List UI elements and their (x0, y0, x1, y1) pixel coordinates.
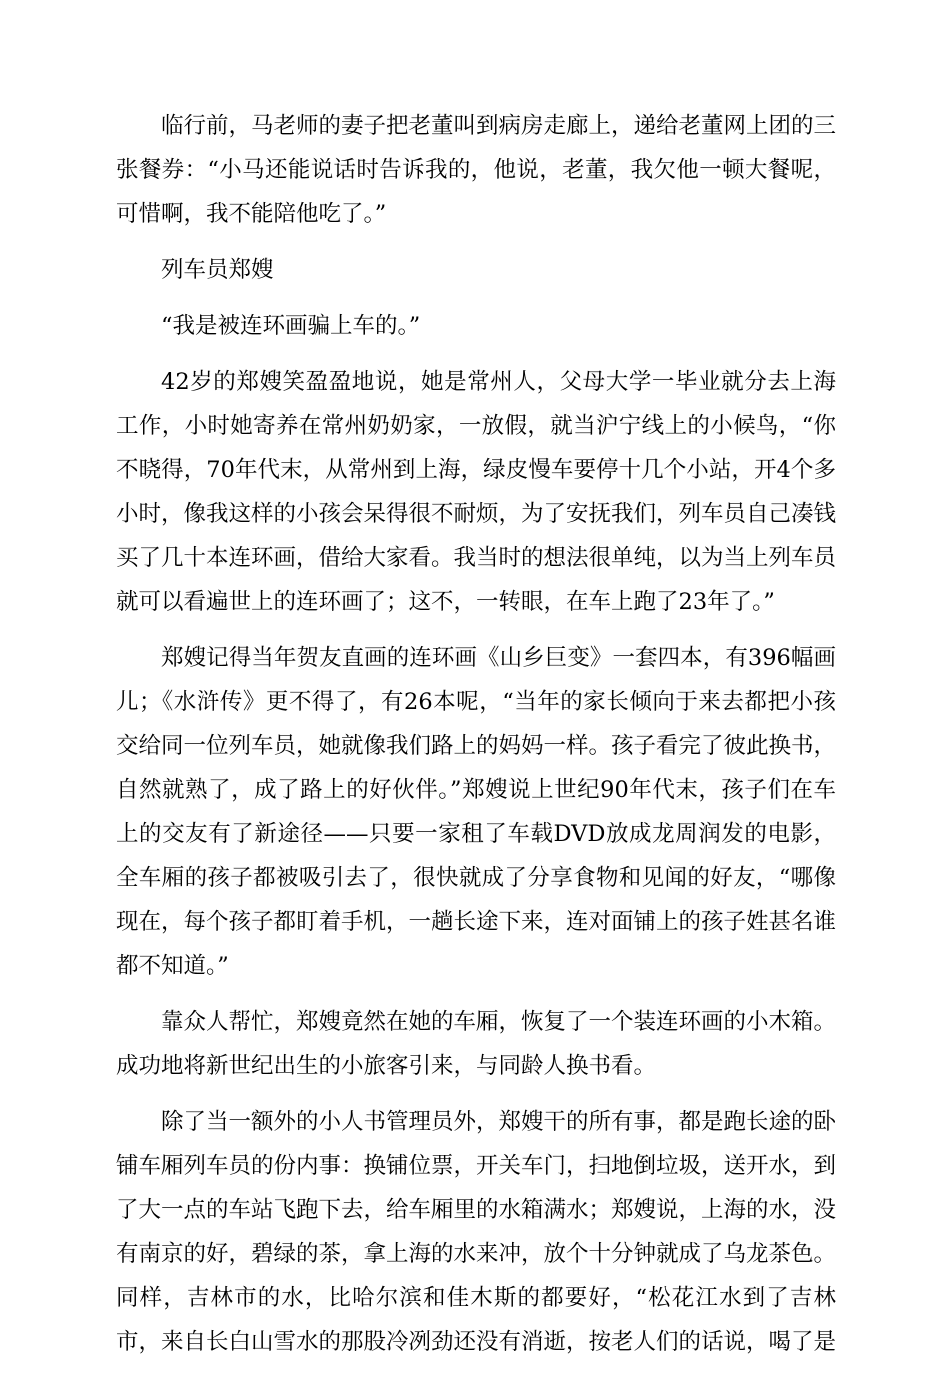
article-body (116, 104, 836, 1376)
paragraph-bookbox: 靠众人帮忙，郑嫂竟然在她的车厢，恢复了一个装连环画的小木箱。成功地将新世纪出生的小旅客引来，与同龄人换书看。 (116, 1009, 837, 1079)
paragraph-duties: 除了当一额外的小人书管理员外，郑嫂干的所有事，都是跑长途的卧铺车厢列车员的份内事：换铺位票，开关车门，扫地倒垃圾，送开水，到了大一点的车站飞跑下去，给车厢里的水箱满水；郑嫂说，上海的水，没有南京的好，碧绿的茶，拿上海的水来冲，放个十分钟就成了乌龙茶色。同样，吉林市的水，比哈尔滨和佳木斯的都要好，“松花江水到了吉林市，来自长白山雪水的那股冷冽劲还没有消逝，按老人们的话说，喝了是 (116, 1109, 837, 1355)
section-heading: 列车员郑嫂 (161, 257, 274, 283)
paragraph-quote: “我是被连环画骗上车的。” (161, 313, 421, 339)
paragraph-comics: 郑嫂记得当年贺友直画的连环画《山乡巨变》一套四本，有396幅画儿；《水浒传》更不得了，有26本呢，“当年的家长倾向于来去都把小孩交给同一位列车员，她就像我们路上的妈妈一样。孩子看完了彼此换书，自然就熟了，成了路上的好伙伴。”郑嫂说上世纪90年代末，孩子们在车上的交友有了新途径——只要一家租了车载DVD放成龙周润发的电影，全车厢的孩子都被吸引去了，很快就成了分享食物和见闻的好友，“哪像现在，每个孩子都盯着手机，一趟长途下来，连对面铺上的孩子姓甚名谁都不知道。” (116, 645, 837, 979)
paragraph-farewell: 临行前，马老师的妻子把老董叫到病房走廊上，递给老董网上团的三张餐券：“小马还能说话时告诉我的，他说，老董，我欠他一顿大餐呢，可惜啊，我不能陪他吃了。” (116, 113, 837, 227)
paragraph-childhood: 42岁的郑嫂笑盈盈地说，她是常州人，父母大学一毕业就分去上海工作，小时她寄养在常州奶奶家，一放假，就当沪宁线上的小候鸟，“你不晓得，70年代末，从常州到上海，绿皮慢车要停十几个小站，开4个多小时，像我这样的小孩会呆得很不耐烦，为了安抚我们，列车员自己凑钱买了几十本连环画，借给大家看。我当时的想法很单纯，以为当上列车员就可以看遍世上的连环画了；这不，一转眼，在车上跑了23年了。” (116, 369, 837, 615)
